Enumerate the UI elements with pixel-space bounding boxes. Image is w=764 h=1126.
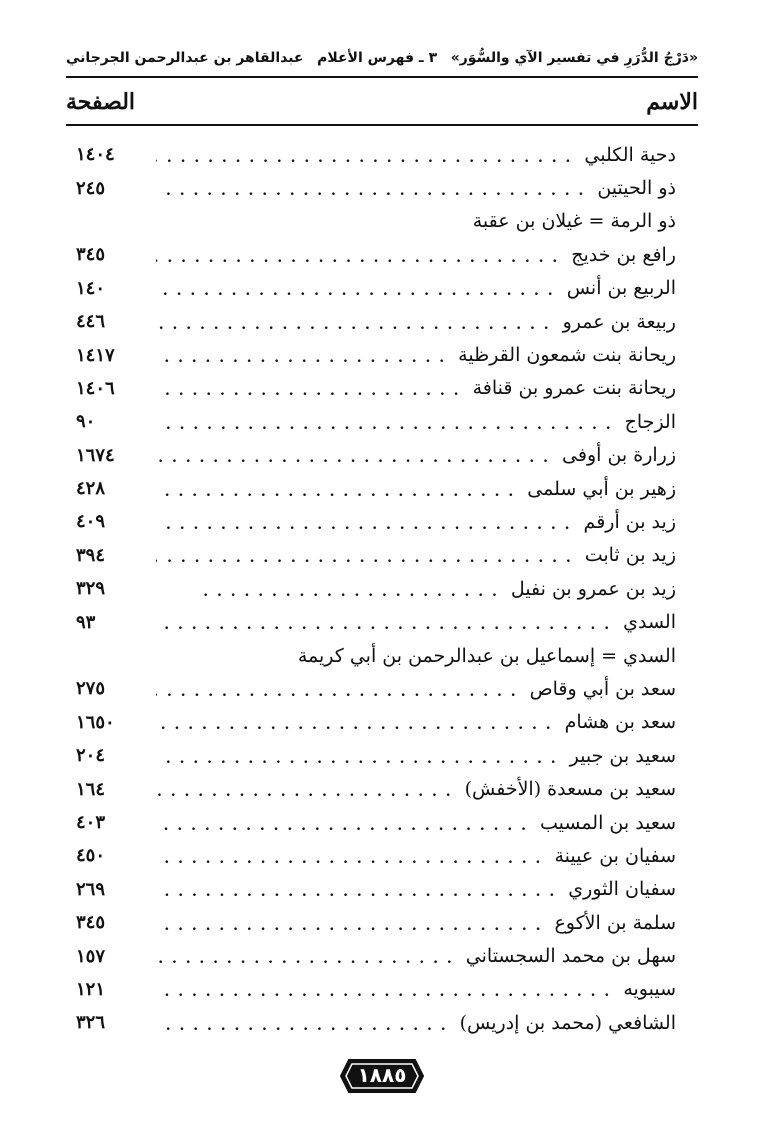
entry-page-number: ٤٠٣ bbox=[76, 812, 106, 833]
entry-page-number: ١٢١ bbox=[76, 978, 106, 1000]
entry-name: السدي bbox=[623, 611, 676, 634]
index-entry bbox=[66, 372, 676, 405]
dot-leader bbox=[156, 545, 573, 565]
dot-leader bbox=[156, 779, 453, 799]
index-entry bbox=[66, 639, 676, 672]
index-entry bbox=[66, 439, 676, 472]
column-headings bbox=[66, 82, 698, 122]
entry-page-number: ٤٤٦ bbox=[76, 311, 106, 333]
entry-name: سعد بن هشام bbox=[564, 711, 676, 734]
entry-page-number: ٢٦٩ bbox=[76, 878, 106, 900]
index-entry bbox=[66, 806, 676, 839]
index-entry bbox=[66, 739, 676, 772]
entry-name: ريحانة بنت شمعون القرظية bbox=[458, 344, 676, 367]
entry-page-number: ١٤٠٦ bbox=[76, 377, 115, 399]
dot-leader bbox=[156, 278, 555, 298]
index-entry bbox=[66, 138, 676, 171]
dot-leader bbox=[156, 1013, 448, 1033]
entry-name: زيد بن ثابت bbox=[584, 544, 676, 567]
index-entry bbox=[66, 973, 676, 1006]
entry-name: الزجاج bbox=[624, 410, 676, 433]
dot-leader bbox=[156, 345, 446, 365]
page-footer bbox=[0, 1058, 764, 1094]
entry-name: زيد بن عمرو بن نفيل bbox=[510, 577, 676, 600]
entry-page-number: ١٦٤ bbox=[76, 778, 106, 800]
index-entry bbox=[66, 873, 676, 906]
index-entry bbox=[66, 1006, 676, 1039]
entry-page-number: ١٤٠ bbox=[76, 277, 106, 299]
entry-name: دحية الكلبي bbox=[584, 143, 676, 166]
entry-page-number: ٩٣ bbox=[76, 611, 96, 633]
dot-leader bbox=[156, 479, 515, 499]
index-entry bbox=[66, 539, 676, 572]
index-entry bbox=[66, 772, 676, 805]
entry-name: سعيد بن مسعدة (الأخفش) bbox=[464, 778, 676, 801]
index-list bbox=[66, 138, 676, 1040]
page-column-heading: الصفحة bbox=[66, 89, 136, 115]
dot-leader bbox=[156, 145, 572, 165]
entry-name: ذو الحيتين bbox=[597, 177, 676, 200]
dot-leader bbox=[156, 846, 542, 866]
index-entry bbox=[66, 472, 676, 505]
index-entry bbox=[66, 906, 676, 939]
entry-name: سيبويه bbox=[623, 978, 676, 1001]
entry-name: الربيع بن أنس bbox=[566, 277, 676, 300]
author-name: عبدالقاهر بن عبدالرحمن الجرجاني bbox=[66, 50, 304, 66]
entry-name: ريحانة بنت عمرو بن قنافة bbox=[472, 377, 676, 400]
index-entry bbox=[66, 272, 676, 305]
index-entry bbox=[66, 405, 676, 438]
book-title: «دَرْجُ الدُّرَرِ في تفسير الآي والسُّوَر» bbox=[450, 50, 698, 66]
entry-name: زرارة بن أوفى bbox=[562, 444, 676, 467]
dot-leader bbox=[196, 579, 499, 599]
index-entry bbox=[66, 505, 676, 538]
dot-leader bbox=[156, 813, 528, 833]
index-entry bbox=[66, 338, 676, 371]
dot-leader bbox=[156, 412, 613, 432]
index-entry bbox=[66, 706, 676, 739]
column-heading-divider bbox=[66, 124, 698, 126]
dot-leader bbox=[156, 512, 572, 532]
dot-leader bbox=[156, 712, 553, 732]
header-divider bbox=[66, 76, 698, 78]
index-entry bbox=[66, 939, 676, 972]
dot-leader bbox=[156, 946, 454, 966]
entry-page-number: ٤٢٨ bbox=[76, 478, 106, 500]
index-entry bbox=[66, 672, 676, 705]
entry-page-number: ٤٠٩ bbox=[76, 511, 106, 533]
entry-page-number: ٣٢٦ bbox=[76, 1012, 106, 1034]
dot-leader bbox=[156, 979, 611, 999]
entry-name: سعيد بن جبير bbox=[569, 744, 676, 767]
page-number: ١٨٨٥ bbox=[357, 1063, 407, 1087]
entry-name: سلمة بن الأكوع bbox=[554, 911, 676, 934]
dot-leader bbox=[156, 746, 558, 766]
entry-page-number: ٣٤٥ bbox=[76, 244, 106, 266]
entry-name: السدي = إسماعيل بن عبدالرحمن بن أبي كريمة bbox=[297, 644, 676, 667]
page-number-badge bbox=[339, 1058, 425, 1094]
entry-name: سعد بن أبي وقاص bbox=[529, 677, 676, 700]
entry-page-number: ٢٠٤ bbox=[76, 745, 106, 767]
dot-leader bbox=[156, 178, 585, 198]
running-header bbox=[66, 38, 698, 78]
entry-name: ذو الرمة = غيلان بن عقبة bbox=[472, 210, 676, 233]
entry-page-number: ٢٤٥ bbox=[76, 177, 106, 199]
name-column-heading: الاسم bbox=[646, 89, 698, 115]
dot-leader bbox=[156, 879, 556, 899]
entry-page-number: ٣٤٥ bbox=[76, 912, 106, 934]
entry-page-number: ٣٢٩ bbox=[76, 578, 106, 600]
index-entry bbox=[66, 171, 676, 204]
entry-name: الشافعي (محمد بن إدريس) bbox=[459, 1011, 676, 1034]
entry-page-number: ١٦٥٠ bbox=[76, 711, 115, 733]
entry-name: سفيان الثوري bbox=[568, 878, 676, 901]
entry-page-number: ٤٥٠ bbox=[76, 845, 106, 867]
index-entry bbox=[66, 205, 676, 238]
entry-page-number: ١٤١٧ bbox=[76, 344, 115, 366]
entry-page-number: ١٤٠٤ bbox=[76, 144, 115, 166]
entry-page-number: ١٦٧٤ bbox=[76, 444, 115, 466]
dot-leader bbox=[156, 679, 518, 699]
entry-name: زهير بن أبي سلمى bbox=[527, 477, 676, 500]
dot-leader bbox=[156, 913, 542, 933]
dot-leader bbox=[156, 445, 550, 465]
index-entry bbox=[66, 605, 676, 638]
dot-leader bbox=[156, 378, 461, 398]
dot-leader bbox=[156, 612, 611, 632]
index-entry bbox=[66, 839, 676, 872]
entry-name: سهل بن محمد السجستاني bbox=[465, 945, 676, 968]
dot-leader bbox=[156, 245, 559, 265]
dot-leader bbox=[156, 312, 551, 332]
entry-page-number: ٢٧٥ bbox=[76, 678, 106, 700]
entry-name: ربيعة بن عمرو bbox=[562, 310, 676, 333]
entry-name: زيد بن أرقم bbox=[583, 510, 676, 533]
entry-name: سفيان بن عيينة bbox=[554, 844, 676, 867]
index-entry bbox=[66, 572, 676, 605]
section-title: ٣ ـ فهرس الأعلام bbox=[317, 50, 438, 66]
index-entry bbox=[66, 238, 676, 271]
entry-name: رافع بن خديج bbox=[571, 243, 676, 266]
entry-page-number: ١٥٧ bbox=[76, 945, 106, 967]
entry-page-number: ٣٩٤ bbox=[76, 544, 106, 566]
entry-name: سعيد بن المسيب bbox=[539, 811, 676, 834]
entry-page-number: ٩٠ bbox=[76, 411, 96, 433]
index-entry bbox=[66, 305, 676, 338]
